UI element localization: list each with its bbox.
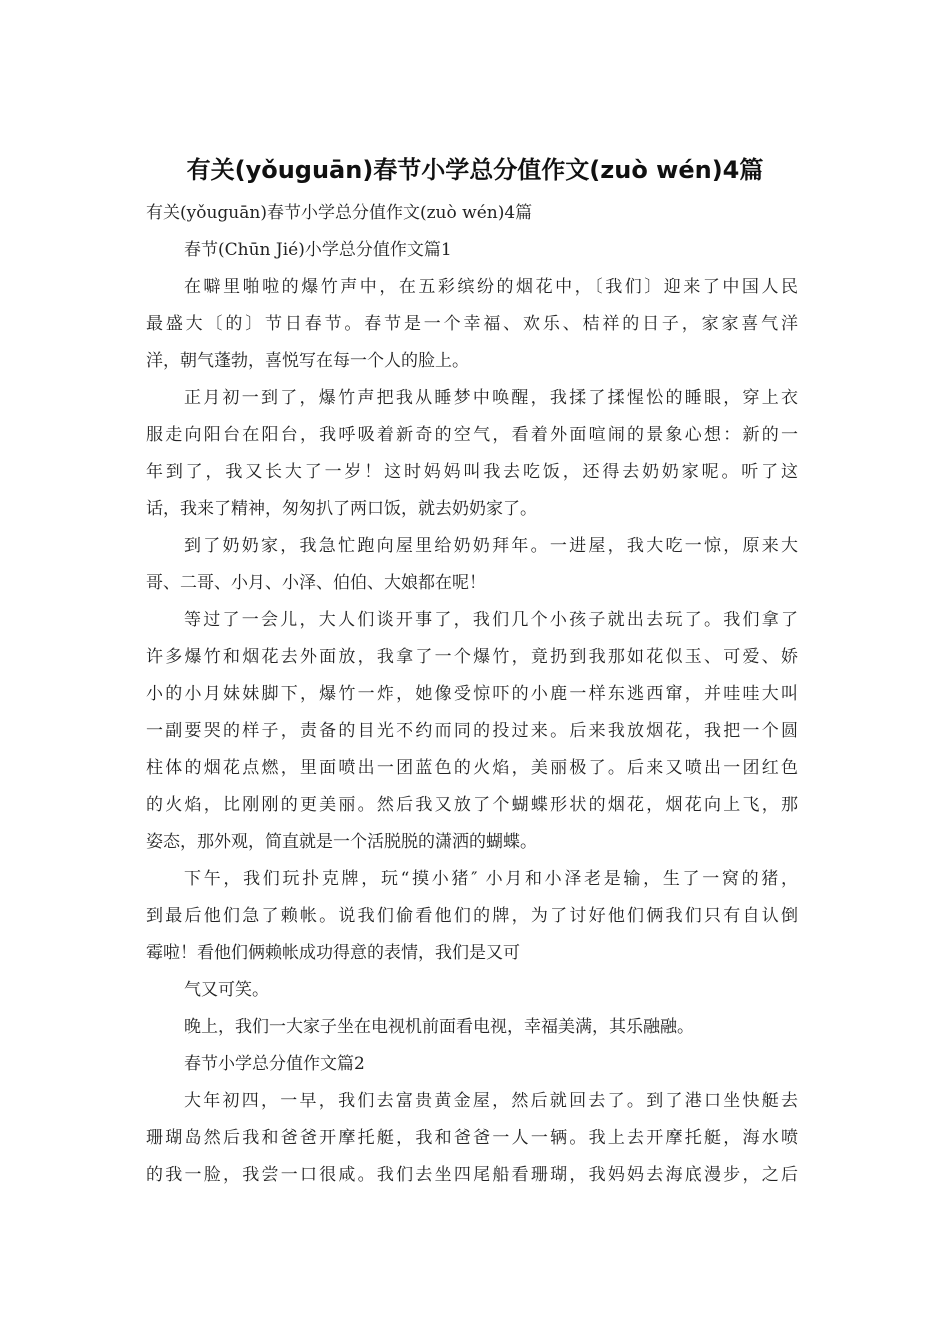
- document-title: 有关(yǒuguān)春节小学总分值作文(zuò wén)4篇: [186, 156, 764, 184]
- text-line: 哥、二哥、小月、小泽、伯伯、大娘都在呢！: [146, 573, 486, 593]
- text-line: 洋，朝气蓬勃，喜悦写在每一个人的脸上。: [146, 351, 469, 371]
- text-line: 等过了一会儿，大人们谈开事了，我们几个小孩子就出去玩了。我们拿了: [184, 610, 798, 630]
- text-line: 下午，我们玩扑克牌，玩“摸小猪″ 小月和小泽老是输，生了一窝的猪，: [184, 869, 798, 889]
- paragraph-6: 气又可笑。: [184, 980, 269, 1000]
- text-line: 在噼里啪啦的爆竹声中，在五彩缤纷的烟花中，〔我们〕迎来了中国人民: [184, 277, 798, 297]
- paragraph-1: [146, 269, 798, 380]
- text-line: 大年初四，一早，我们去富贵黄金屋，然后就回去了。到了港口坐快艇去: [184, 1091, 798, 1111]
- paragraph-8: [146, 1083, 798, 1194]
- paragraph-3: [146, 528, 798, 602]
- text-line: 最盛大〔的〕节日春节。春节是一个幸福、欢乐、桔祥的日子，家家喜气洋: [146, 314, 798, 334]
- text-line: 霉啦！看他们俩赖帐成功得意的表情，我们是又可: [146, 943, 520, 963]
- document-subtitle: 有关(yǒuguān)春节小学总分值作文(zuò wén)4篇: [146, 203, 533, 223]
- text-line: 服走向阳台在阳台，我呼吸着新奇的空气，看着外面喧闹的景象心想：新的一: [146, 425, 798, 445]
- text-line: 姿态，那外观，简直就是一个活脱脱的潇洒的蝴蝶。: [146, 832, 537, 852]
- section-heading-1: 春节(Chūn Jié)小学总分值作文篇1: [184, 240, 452, 260]
- text-line: 许多爆竹和烟花去外面放，我拿了一个爆竹，竟扔到我那如花似玉、可爱、娇: [146, 647, 798, 667]
- paragraph-4: [146, 602, 798, 861]
- text-line: 到了奶奶家，我急忙跑向屋里给奶奶拜年。一进屋，我大吃一惊，原来大: [184, 536, 798, 556]
- paragraph-5: [146, 861, 798, 972]
- section-heading-2: 春节小学总分值作文篇2: [184, 1054, 365, 1074]
- paragraph-7: 晚上，我们一大家子坐在电视机前面看电视，幸福美满，其乐融融。: [184, 1017, 694, 1037]
- text-line: 的火焰，比刚刚的更美丽。然后我又放了个蝴蝶形状的烟花，烟花向上飞，那: [146, 795, 798, 815]
- text-line: 的我一脸，我尝一口很咸。我们去坐四尾船看珊瑚，我妈妈去海底漫步，之后: [146, 1165, 798, 1185]
- text-line: 柱体的烟花点燃，里面喷出一团蓝色的火焰，美丽极了。后来又喷出一团红色: [146, 758, 798, 778]
- text-line: 小的小月妹妹脚下，爆竹一炸，她像受惊吓的小鹿一样东逃西窜，并哇哇大叫: [146, 684, 798, 704]
- text-line: 话，我来了精神，匆匆扒了两口饭，就去奶奶家了。: [146, 499, 537, 519]
- text-line: 年到了，我又长大了一岁！这时妈妈叫我去吃饭，还得去奶奶家呢。听了这: [146, 462, 798, 482]
- text-line: 一副要哭的样子，责备的目光不约而同的投过来。后来我放烟花，我把一个圆: [146, 721, 798, 741]
- text-line: 珊瑚岛然后我和爸爸开摩托艇，我和爸爸一人一辆。我上去开摩托艇，海水喷: [146, 1128, 798, 1148]
- document-body: [146, 194, 798, 1194]
- paragraph-2: [146, 380, 798, 528]
- text-line: 正月初一到了，爆竹声把我从睡梦中唤醒，我揉了揉惺忪的睡眼，穿上衣: [184, 388, 798, 408]
- text-line: 到最后他们急了赖帐。说我们偷看他们的牌，为了讨好他们俩我们只有自认倒: [146, 906, 798, 926]
